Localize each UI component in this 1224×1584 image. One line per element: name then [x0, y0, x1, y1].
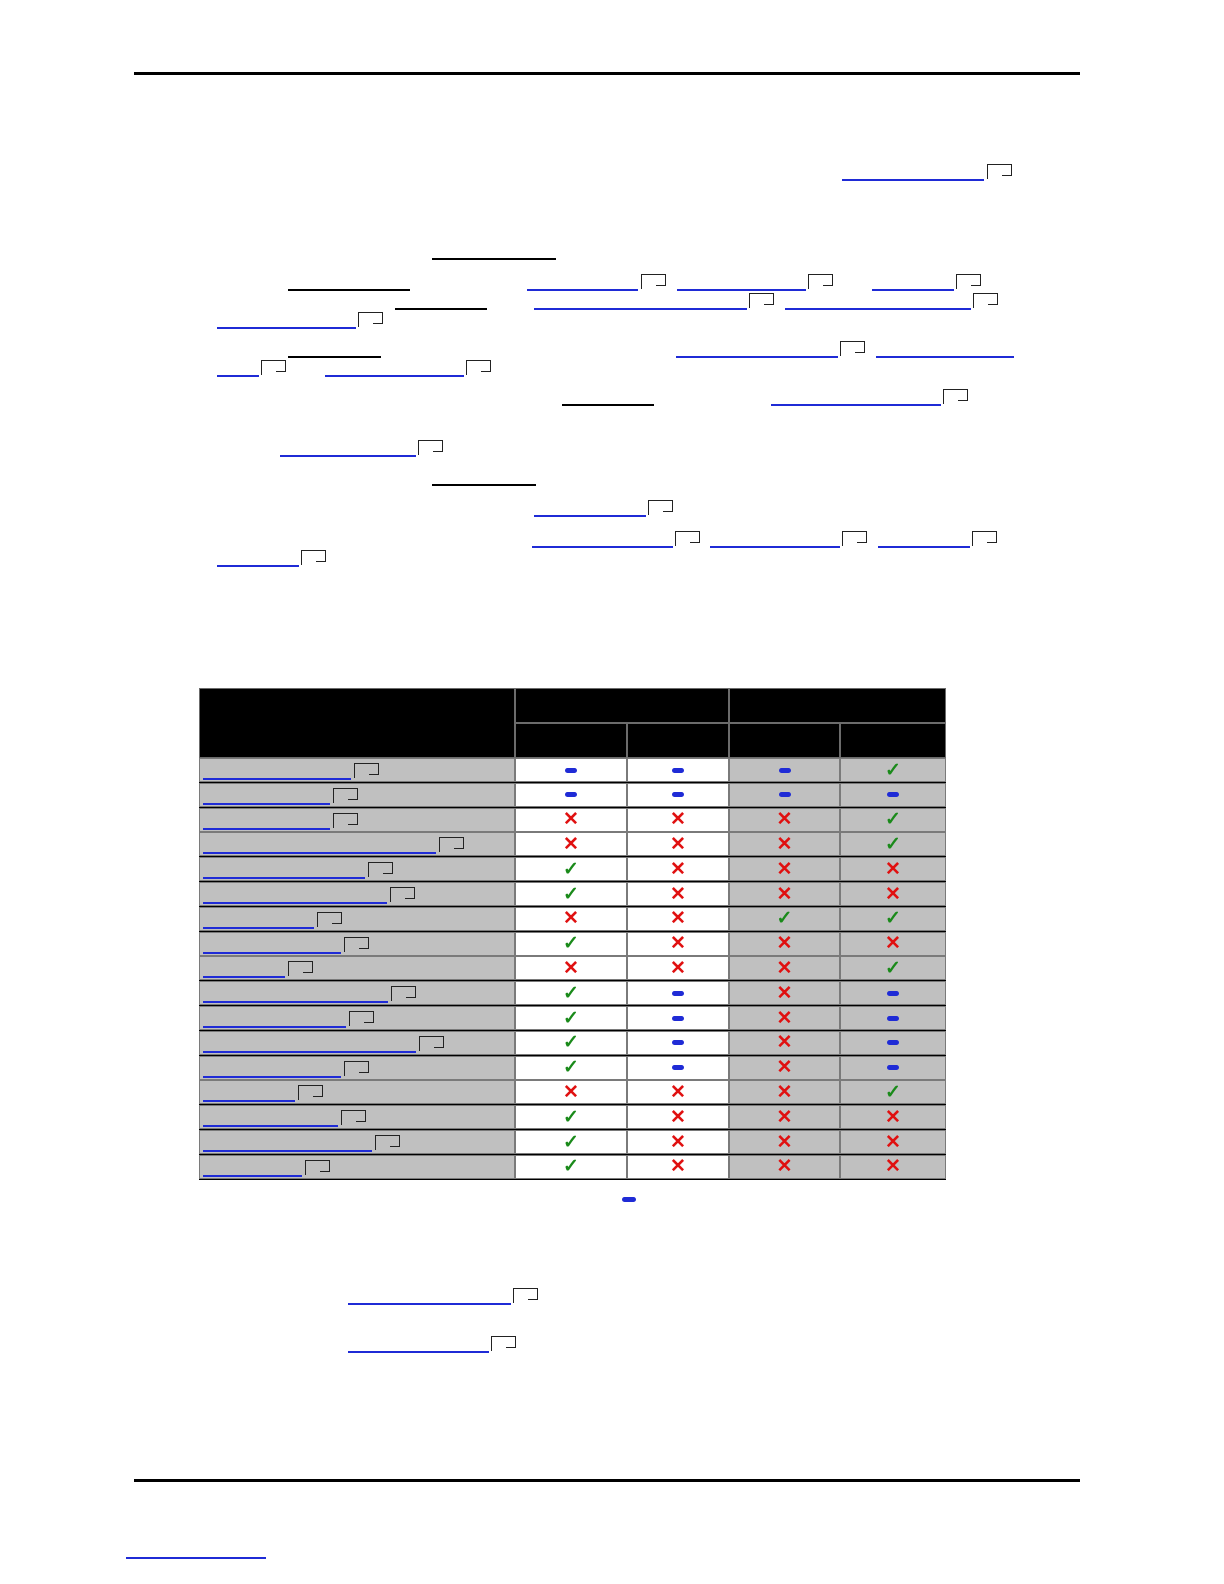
table-row	[199, 1105, 946, 1129]
not-applicable-icon	[672, 991, 684, 996]
cross-icon: ✕	[670, 858, 686, 880]
feature-link[interactable]	[203, 1125, 338, 1127]
status-cell	[627, 932, 729, 956]
status-cell	[627, 1031, 729, 1055]
not-applicable-icon	[672, 1016, 684, 1021]
cross-icon: ✕	[563, 809, 579, 831]
status-cell	[515, 882, 627, 906]
link[interactable]	[280, 455, 416, 457]
not-applicable-legend-icon	[622, 1197, 636, 1202]
link[interactable]	[785, 308, 971, 310]
status-cell	[515, 1130, 627, 1154]
link[interactable]	[325, 375, 464, 377]
link[interactable]	[842, 179, 984, 181]
feature-cell	[199, 808, 515, 832]
term	[562, 404, 654, 406]
feature-cell	[199, 857, 515, 881]
table-row	[199, 758, 946, 782]
link[interactable]	[217, 565, 299, 567]
status-cell	[515, 832, 627, 856]
cross-icon: ✕	[670, 1156, 686, 1178]
status-cell	[840, 1130, 946, 1154]
checkmark-icon: ✓	[563, 1106, 579, 1128]
table-row	[199, 932, 946, 956]
cross-icon: ✕	[670, 933, 686, 955]
status-cell	[627, 1080, 729, 1104]
status-cell	[627, 981, 729, 1005]
page-ref-icon	[391, 986, 416, 1001]
status-cell	[840, 1006, 946, 1030]
cross-icon: ✕	[670, 908, 686, 930]
feature-link[interactable]	[203, 803, 330, 805]
status-cell	[729, 758, 840, 782]
status-cell	[840, 1080, 946, 1104]
not-applicable-icon	[887, 1040, 899, 1045]
status-cell	[627, 1105, 729, 1129]
link[interactable]	[527, 289, 638, 291]
header-rule	[134, 72, 1080, 75]
footer-link[interactable]	[126, 1557, 266, 1559]
status-cell	[840, 1155, 946, 1179]
status-cell	[840, 783, 946, 807]
link[interactable]	[348, 1303, 511, 1305]
cross-icon: ✕	[776, 1131, 793, 1153]
table-row	[199, 1031, 946, 1055]
feature-cell	[199, 832, 515, 856]
status-cell	[627, 808, 729, 832]
link[interactable]	[534, 515, 646, 517]
cross-icon: ✕	[776, 1032, 793, 1054]
status-cell	[627, 907, 729, 931]
feature-cell	[199, 1080, 515, 1104]
feature-link[interactable]	[203, 1175, 302, 1177]
feature-cell	[199, 956, 515, 980]
page-ref-icon	[987, 164, 1012, 179]
link[interactable]	[348, 1351, 489, 1353]
checkmark-icon: ✓	[563, 858, 579, 880]
header-group-1	[515, 688, 729, 723]
status-cell	[627, 1155, 729, 1179]
table-row	[199, 808, 946, 832]
feature-link[interactable]	[203, 828, 330, 830]
cross-icon: ✕	[776, 809, 793, 831]
status-cell	[840, 1105, 946, 1129]
feature-cell	[199, 1031, 515, 1055]
status-cell	[729, 1080, 840, 1104]
cross-icon: ✕	[776, 957, 793, 979]
checkmark-icon: ✓	[563, 1007, 579, 1029]
checkmark-icon: ✓	[563, 883, 579, 905]
status-cell	[627, 882, 729, 906]
page-ref-icon	[358, 312, 383, 327]
not-applicable-icon	[779, 768, 791, 773]
status-cell	[840, 932, 946, 956]
page-ref-icon	[333, 788, 358, 803]
table-row	[199, 1130, 946, 1154]
feature-cell	[199, 783, 515, 807]
term	[395, 308, 487, 310]
status-cell	[627, 857, 729, 881]
status-cell	[515, 783, 627, 807]
feature-link[interactable]	[203, 952, 341, 954]
checkmark-icon: ✓	[885, 809, 901, 831]
feature-cell	[199, 1155, 515, 1179]
status-cell	[515, 1056, 627, 1080]
feature-link[interactable]	[203, 778, 351, 780]
page-ref-icon	[808, 274, 833, 289]
page-ref-icon	[840, 341, 865, 356]
status-cell	[729, 857, 840, 881]
feature-cell	[199, 1130, 515, 1154]
status-cell	[515, 1006, 627, 1030]
page-ref-icon	[972, 531, 997, 546]
status-cell	[627, 783, 729, 807]
status-cell	[627, 832, 729, 856]
status-cell	[627, 1056, 729, 1080]
status-cell	[515, 1105, 627, 1129]
page-ref-icon	[842, 531, 867, 546]
checkmark-icon: ✓	[885, 759, 901, 781]
not-applicable-icon	[672, 792, 684, 797]
cross-icon: ✕	[776, 933, 793, 955]
page-ref-icon	[675, 531, 700, 546]
link[interactable]	[872, 289, 954, 291]
status-cell	[627, 1006, 729, 1030]
feature-cell	[199, 932, 515, 956]
status-cell	[729, 956, 840, 980]
not-applicable-icon	[565, 768, 577, 773]
status-cell	[840, 1056, 946, 1080]
status-cell	[729, 1056, 840, 1080]
not-applicable-icon	[887, 991, 899, 996]
link[interactable]	[710, 546, 840, 548]
cross-icon: ✕	[670, 883, 686, 905]
feature-link[interactable]	[203, 1150, 372, 1152]
page-ref-icon	[301, 550, 326, 565]
feature-link[interactable]	[203, 877, 365, 879]
feature-link[interactable]	[203, 927, 314, 929]
table-row	[199, 1155, 946, 1179]
cross-icon: ✕	[563, 957, 579, 979]
table-row	[199, 1056, 946, 1080]
table-row	[199, 882, 946, 906]
page-ref-icon	[749, 293, 774, 308]
term	[432, 484, 536, 486]
status-cell	[515, 981, 627, 1005]
status-cell	[627, 758, 729, 782]
term	[288, 356, 381, 358]
not-applicable-icon	[672, 1065, 684, 1070]
checkmark-icon: ✓	[885, 833, 901, 855]
cross-icon: ✕	[670, 957, 686, 979]
link[interactable]	[532, 546, 673, 548]
cross-icon: ✕	[563, 908, 579, 930]
status-cell	[729, 783, 840, 807]
page-ref-icon	[491, 1336, 516, 1351]
cross-icon: ✕	[885, 1131, 901, 1153]
status-cell	[729, 1130, 840, 1154]
checkmark-icon: ✓	[885, 908, 901, 930]
status-cell	[840, 907, 946, 931]
table-row	[199, 857, 946, 881]
link[interactable]	[677, 289, 806, 291]
header-col-4	[840, 723, 946, 758]
footer-rule	[134, 1479, 1080, 1482]
status-cell	[515, 857, 627, 881]
cross-icon: ✕	[670, 833, 686, 855]
feature-link[interactable]	[203, 1026, 346, 1028]
checkmark-icon: ✓	[885, 957, 901, 979]
page-ref-icon	[648, 500, 673, 515]
status-cell	[840, 808, 946, 832]
cross-icon: ✕	[776, 1156, 793, 1178]
feature-table	[199, 688, 946, 1180]
not-applicable-icon	[565, 792, 577, 797]
cross-icon: ✕	[776, 1057, 793, 1079]
header-col-1	[515, 723, 627, 758]
status-cell	[840, 882, 946, 906]
status-cell	[729, 1031, 840, 1055]
cross-icon: ✕	[670, 809, 686, 831]
page-ref-icon	[305, 1160, 330, 1175]
checkmark-icon: ✓	[563, 1057, 579, 1079]
cross-icon: ✕	[885, 883, 901, 905]
page-ref-icon	[261, 360, 286, 375]
status-cell	[729, 907, 840, 931]
not-applicable-icon	[887, 1065, 899, 1070]
page-ref-icon	[349, 1011, 374, 1026]
feature-link[interactable]	[203, 1051, 416, 1053]
status-cell	[515, 956, 627, 980]
cross-icon: ✕	[776, 883, 793, 905]
status-cell	[515, 932, 627, 956]
status-cell	[729, 882, 840, 906]
feature-cell	[199, 907, 515, 931]
link[interactable]	[217, 327, 356, 329]
status-cell	[627, 956, 729, 980]
link[interactable]	[217, 375, 259, 377]
status-cell	[515, 808, 627, 832]
status-cell	[627, 1130, 729, 1154]
cross-icon: ✕	[776, 1007, 793, 1029]
feature-link[interactable]	[203, 1001, 388, 1003]
status-cell	[515, 1155, 627, 1179]
table-row	[199, 907, 946, 931]
status-cell	[840, 857, 946, 881]
feature-link[interactable]	[203, 902, 387, 904]
table-row	[199, 981, 946, 1005]
feature-cell	[199, 882, 515, 906]
status-cell	[729, 1155, 840, 1179]
checkmark-icon: ✓	[563, 982, 579, 1004]
status-cell	[840, 956, 946, 980]
header-col-2	[627, 723, 729, 758]
link[interactable]	[878, 546, 970, 548]
feature-link[interactable]	[203, 1076, 341, 1078]
page-ref-icon	[317, 912, 342, 927]
cross-icon: ✕	[670, 1081, 686, 1103]
checkmark-icon: ✓	[563, 1032, 579, 1054]
link[interactable]	[676, 356, 838, 358]
page-ref-icon	[418, 440, 443, 455]
cross-icon: ✕	[563, 1081, 579, 1103]
page-ref-icon	[513, 1288, 538, 1303]
feature-cell	[199, 1006, 515, 1030]
not-applicable-icon	[672, 1040, 684, 1045]
page-ref-icon	[439, 837, 464, 852]
status-cell	[840, 758, 946, 782]
not-applicable-icon	[779, 792, 791, 797]
feature-cell	[199, 758, 515, 782]
cross-icon: ✕	[885, 1106, 901, 1128]
status-cell	[840, 981, 946, 1005]
not-applicable-icon	[887, 1016, 899, 1021]
feature-cell	[199, 981, 515, 1005]
status-cell	[729, 808, 840, 832]
page-ref-icon	[419, 1036, 444, 1051]
feature-cell	[199, 1105, 515, 1129]
cross-icon: ✕	[776, 1081, 793, 1103]
table-row	[199, 1006, 946, 1030]
status-cell	[515, 1031, 627, 1055]
cross-icon: ✕	[885, 1156, 901, 1178]
checkmark-icon: ✓	[776, 908, 793, 930]
cross-icon: ✕	[670, 1131, 686, 1153]
feature-cell	[199, 1056, 515, 1080]
link[interactable]	[534, 308, 747, 310]
status-cell	[515, 907, 627, 931]
table-row	[199, 783, 946, 807]
status-cell	[729, 832, 840, 856]
status-cell	[515, 758, 627, 782]
status-cell	[729, 932, 840, 956]
not-applicable-icon	[887, 792, 899, 797]
link[interactable]	[771, 404, 941, 406]
status-cell	[729, 1105, 840, 1129]
checkmark-icon: ✓	[563, 1131, 579, 1153]
cross-icon: ✕	[776, 858, 793, 880]
status-cell	[729, 981, 840, 1005]
cross-icon: ✕	[776, 833, 793, 855]
cross-icon: ✕	[776, 982, 793, 1004]
checkmark-icon: ✓	[563, 933, 579, 955]
page-ref-icon	[333, 813, 358, 828]
page-ref-icon	[641, 274, 666, 289]
term	[432, 258, 556, 260]
feature-link[interactable]	[203, 1100, 295, 1102]
cross-icon: ✕	[885, 933, 901, 955]
header-feature	[199, 688, 515, 758]
link[interactable]	[876, 356, 1014, 358]
page-ref-icon	[341, 1110, 366, 1125]
cross-icon: ✕	[670, 1106, 686, 1128]
page-ref-icon	[375, 1135, 400, 1150]
page-ref-icon	[368, 862, 393, 877]
page-ref-icon	[344, 1061, 369, 1076]
table-row	[199, 1080, 946, 1104]
checkmark-icon: ✓	[885, 1081, 901, 1103]
page-ref-icon	[390, 887, 415, 902]
page-ref-icon	[956, 274, 981, 289]
status-cell	[840, 832, 946, 856]
page-ref-icon	[298, 1085, 323, 1100]
table-row	[199, 956, 946, 980]
page-ref-icon	[943, 389, 968, 404]
table-row	[199, 832, 946, 856]
feature-link[interactable]	[203, 852, 436, 854]
page-ref-icon	[973, 293, 998, 308]
cross-icon: ✕	[563, 833, 579, 855]
page-ref-icon	[288, 961, 313, 976]
term	[288, 289, 410, 291]
feature-link[interactable]	[203, 976, 285, 978]
header-col-3	[729, 723, 840, 758]
status-cell	[515, 1080, 627, 1104]
checkmark-icon: ✓	[563, 1156, 579, 1178]
cross-icon: ✕	[776, 1106, 793, 1128]
cross-icon: ✕	[885, 858, 901, 880]
status-cell	[729, 1006, 840, 1030]
page-ref-icon	[466, 360, 491, 375]
status-cell	[840, 1031, 946, 1055]
not-applicable-icon	[672, 768, 684, 773]
page-ref-icon	[354, 763, 379, 778]
page-ref-icon	[344, 937, 369, 952]
header-group-2	[729, 688, 946, 723]
